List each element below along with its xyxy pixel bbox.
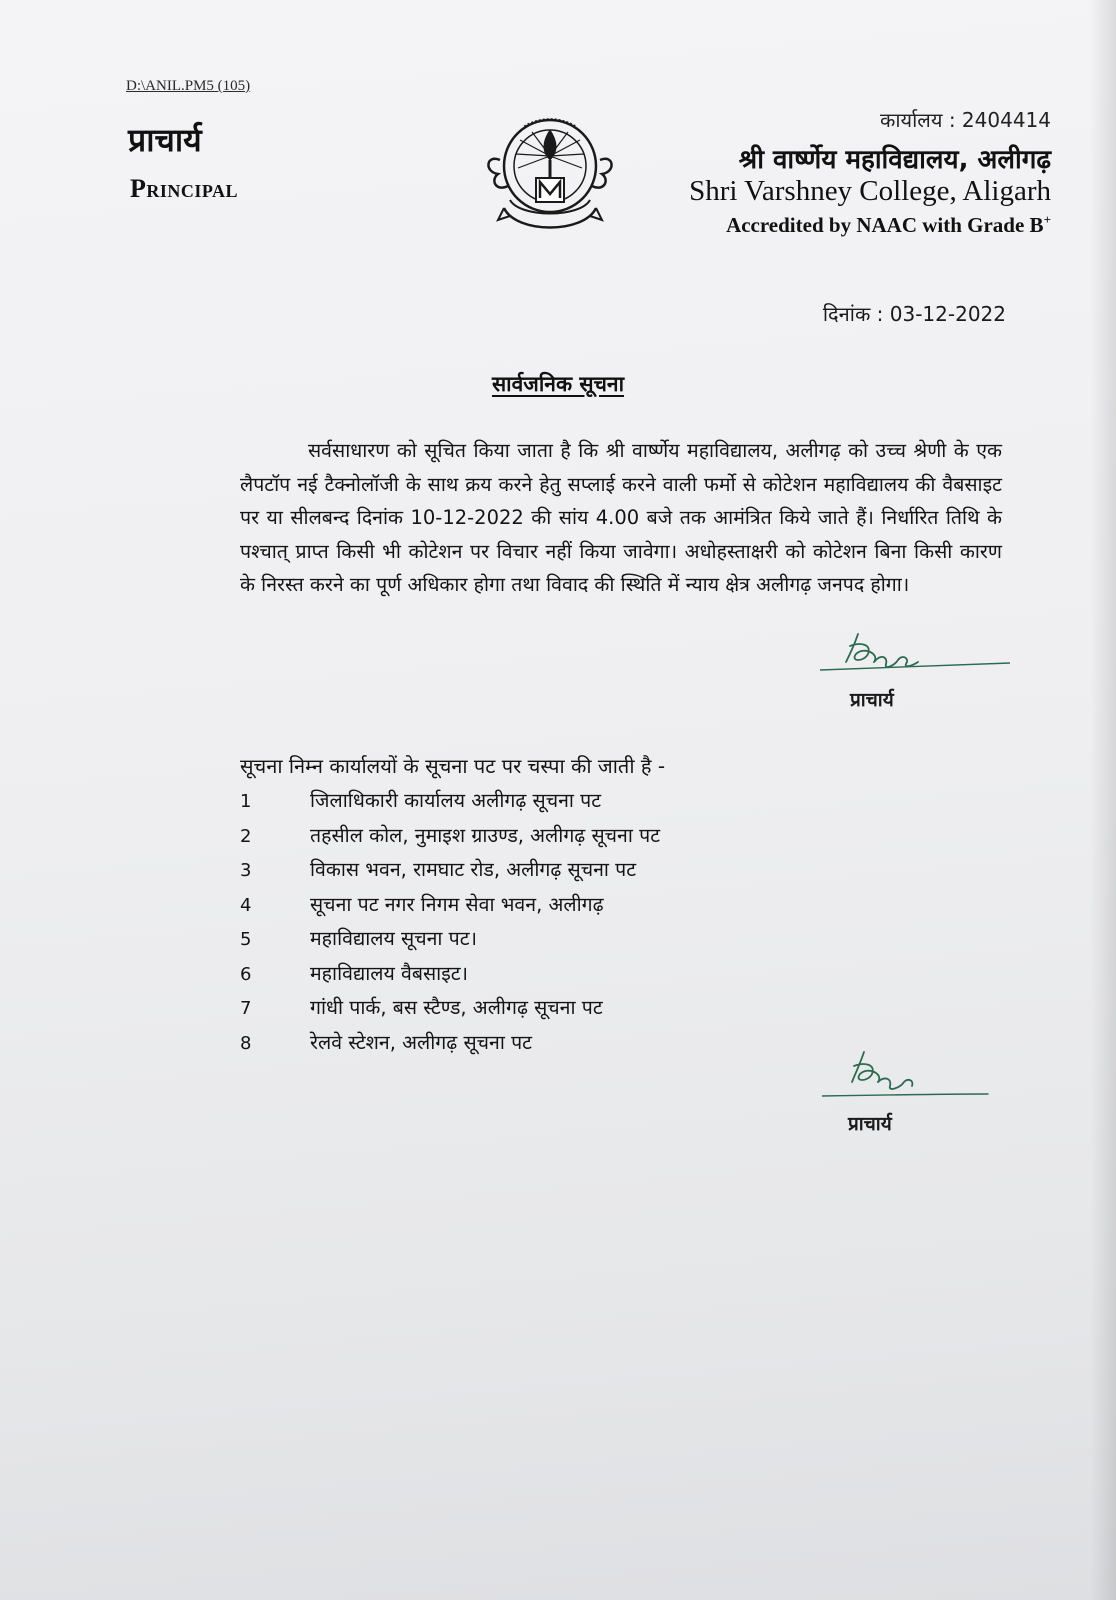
accreditation-line	[726, 212, 1051, 238]
list-item	[240, 959, 860, 994]
signatory-title-top: प्राचार्य	[850, 689, 894, 711]
college-name-english: Shri Varshney College, Aligarh	[689, 175, 1051, 207]
list-item	[240, 855, 860, 890]
accreditation-grade-plus: +	[1043, 212, 1051, 227]
list-item	[240, 993, 860, 1028]
list-item-text: विकास भवन, रामघाट रोड, अलीगढ़ सूचना पट	[310, 858, 637, 881]
college-name-hindi: श्री वार्ष्णेय महाविद्यालय, अलीगढ़	[738, 145, 1051, 175]
list-item-text: महाविद्यालय वैबसाइट।	[310, 961, 469, 985]
file-reference: D:\ANIL.PM5 (105)	[126, 78, 251, 94]
list-item-number: 2	[240, 825, 252, 847]
list-item-text: जिलाधिकारी कार्यालय अलीगढ़ सूचना पट	[310, 789, 602, 812]
list-item	[240, 924, 860, 959]
list-item-number: 3	[240, 860, 252, 881]
list-item	[240, 890, 860, 925]
college-emblem-icon	[480, 108, 620, 242]
list-item-number: 1	[240, 791, 252, 812]
list-item-number: 8	[240, 1032, 252, 1054]
principal-title-hindi: प्राचार्य	[128, 121, 202, 159]
list-item	[240, 1028, 860, 1063]
list-item-number: 6	[240, 963, 252, 985]
list-item-text: सूचना पट नगर निगम सेवा भवन, अलीगढ़	[310, 892, 604, 916]
list-item-text: गांधी पार्क, बस स्टैण्ड, अलीगढ़ सूचना पट	[310, 996, 603, 1019]
signatory-title-bottom: प्राचार्य	[848, 1113, 892, 1135]
list-item-number: 4	[240, 894, 252, 916]
list-item-text: रेलवे स्टेशन, अलीगढ़ सूचना पट	[310, 1030, 532, 1054]
list-item-number: 5	[240, 929, 252, 950]
principal-signature-top	[820, 632, 1010, 710]
accreditation-text: Accredited by NAAC with Grade B	[726, 213, 1044, 237]
notice-body: सर्वसाधारण को सूचित किया जाता है कि श्री वार्ष्णेय महाविद्यालय, अलीगढ़ को उच्च श्रेणी के एक लैपटॉप नई टैक्नोलॉजी के साथ क्रय करने हेतु सप्लाई करने वाली फर्मो से कोटेशन महाविद्यालय की वैबसाइट पर या सीलबन्द दिनांक 10-12-2022 की सांय 4.00 बजे तक आमंत्रित किये जाते हैं। निर्धारित तिथि के पश्चात् प्राप्त किसी भी कोटेशन पर विचार नहीं किया जावेगा। अधोहस्ताक्षरी को कोटेशन बिना किसी कारण के निरस्त करने का पूर्ण अधिकार होगा तथा विवाद की स्थिति में न्याय क्षेत्र अलीगढ़ जनपद होगा।	[240, 439, 1002, 597]
list-item	[240, 821, 860, 856]
list-item-text: तहसील कोल, नुमाइश ग्राउण्ड, अलीगढ़ सूचना पट	[310, 823, 661, 847]
principal-title-english: Principal	[130, 174, 239, 203]
distribution-intro: सूचना निम्न कार्यालयों के सूचना पट पर चस्पा की जाती है -	[240, 754, 666, 778]
office-phone: कार्यालय : 2404414	[879, 108, 1051, 132]
notice-heading: सार्वजनिक सूचना	[491, 372, 625, 396]
list-item	[240, 786, 860, 821]
distribution-list	[240, 786, 860, 1062]
list-item-text: महाविद्यालय सूचना पट।	[310, 927, 477, 950]
notice-date: दिनांक : 03-12-2022	[822, 302, 1006, 326]
list-item-number: 7	[240, 998, 252, 1019]
